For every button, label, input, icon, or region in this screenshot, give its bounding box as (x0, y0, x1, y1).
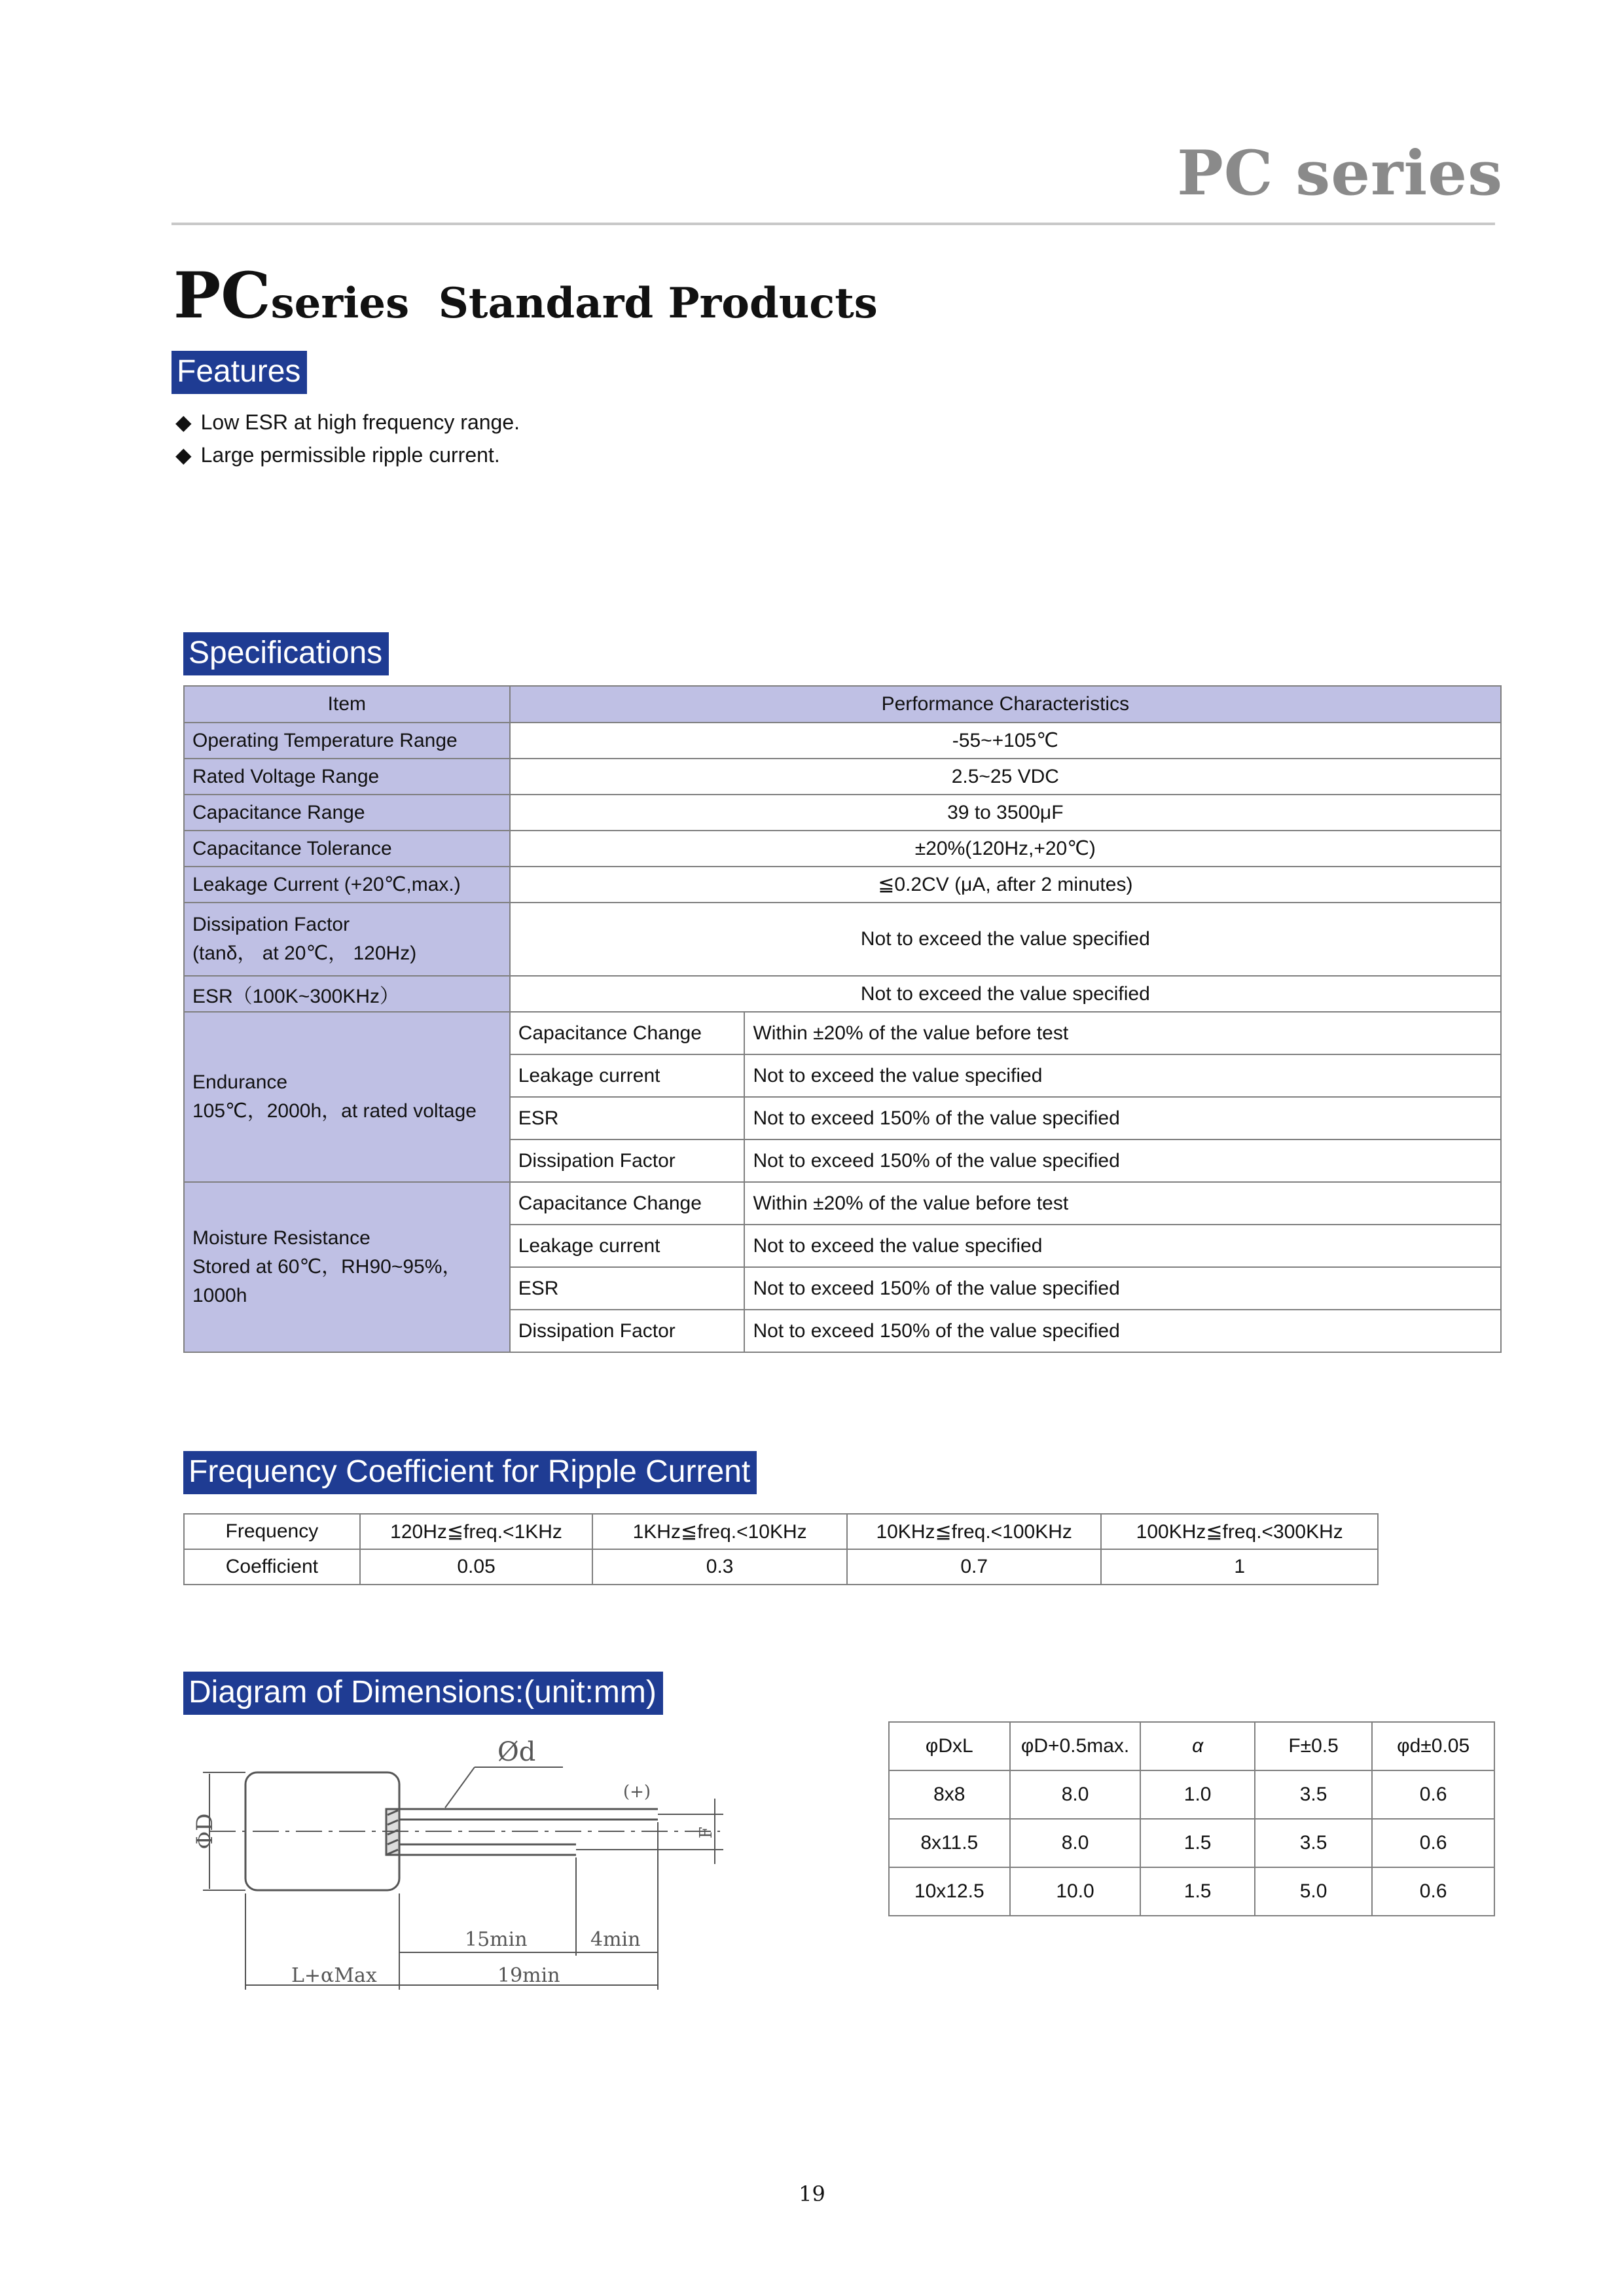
spec-header-performance: Performance Characteristics (510, 686, 1501, 723)
table-row: Dissipation Factor Not to exceed 150% of the value specified (184, 1310, 1501, 1352)
specifications-heading: Specifications (183, 632, 389, 675)
table-row: Rated Voltage Range 2.5~25 VDC (184, 759, 1501, 795)
table-row: ESR Not to exceed 150% of the value specified (184, 1097, 1501, 1139)
endurance-label: Endurance 105℃，2000h，at rated voltage (184, 1012, 510, 1182)
page-number: 19 (799, 2181, 825, 2206)
lead-19min-label: 19min (497, 1964, 560, 1987)
table-row: Capacitance Range 39 to 3500μF (184, 795, 1501, 831)
dissipation-factor-label: Dissipation Factor (tanδ， at 20℃， 120Hz) (184, 903, 510, 976)
table-row: Coefficient 0.05 0.3 0.7 1 (184, 1549, 1378, 1585)
document-title (173, 259, 878, 332)
dimension-diagram (183, 1733, 733, 2005)
table-row: Frequency 120Hz≦freq.<1KHz 1KHz≦freq.<10KHz 10KHz≦freq.<100KHz 100KHz≦freq.<300KHz (184, 1514, 1378, 1549)
body-diameter-label: ΦD (192, 1813, 218, 1850)
header-divider (171, 223, 1495, 225)
table-row: Operating Temperature Range -55~+105℃ (184, 723, 1501, 759)
diamond-bullet-icon: ◆ (175, 443, 192, 467)
series-header-title: PC series (1177, 137, 1503, 209)
diamond-bullet-icon: ◆ (175, 410, 192, 434)
lead-spacing-label: F (696, 1826, 716, 1839)
feature-item: ◆ Low ESR at high frequency range. (175, 410, 520, 434)
table-row: 10x12.5 10.0 1.5 5.0 0.6 (889, 1867, 1494, 1916)
table-row: 8x11.5 8.0 1.5 3.5 0.6 (889, 1819, 1494, 1867)
table-row: Capacitance Tolerance ±20%(120Hz,+20℃) (184, 831, 1501, 867)
table-row: ESR Not to exceed 150% of the value specified (184, 1267, 1501, 1310)
body-length-label: L+αMax (291, 1964, 377, 1987)
specifications-table (183, 685, 1502, 1353)
table-row: Endurance 105℃，2000h，at rated voltage Capacitance Change Within ±20% of the value before test (184, 1012, 1501, 1054)
table-row: Leakage current Not to exceed the value specified (184, 1225, 1501, 1267)
dimensions-table (888, 1721, 1495, 1916)
table-row: Leakage Current (+20℃,max.) ≦0.2CV (μA, after 2 minutes) (184, 867, 1501, 903)
table-row: Moisture Resistance Stored at 60℃，RH90~95%， 1000h Capacitance Change Within ±20% of the value before test (184, 1182, 1501, 1225)
frequency-heading: Frequency Coefficient for Ripple Current (183, 1451, 757, 1494)
lead-diameter-label: Ød (497, 1737, 536, 1767)
document-title-prefix: PC (173, 259, 271, 332)
feature-item: ◆ Large permissible ripple current. (175, 443, 500, 467)
lead-15min-label: 15min (465, 1928, 528, 1951)
table-header-row: φDxL φD+0.5max. α F±0.5 φd±0.05 (889, 1722, 1494, 1770)
table-row: 8x8 8.0 1.0 3.5 0.6 (889, 1770, 1494, 1819)
positive-mark-label: (+) (623, 1782, 651, 1802)
table-row: Dissipation Factor Not to exceed 150% of the value specified (184, 1139, 1501, 1182)
table-row: ESR（100K~300KHz） Not to exceed the value specified (184, 976, 1501, 1012)
document-title-rest: series Standard Products (270, 279, 878, 328)
table-row: Leakage current Not to exceed the value specified (184, 1054, 1501, 1097)
dimensions-heading: Diagram of Dimensions:(unit:mm) (183, 1672, 663, 1715)
spec-header-item: Item (184, 686, 510, 723)
lead-4min-label: 4min (590, 1928, 641, 1951)
frequency-coefficient-table (183, 1513, 1379, 1585)
features-heading: Features (171, 351, 307, 394)
moisture-resistance-label: Moisture Resistance Stored at 60℃，RH90~95%， 1000h (184, 1182, 510, 1352)
table-row: Dissipation Factor (tanδ， at 20℃， 120Hz) Not to exceed the value specified (184, 903, 1501, 976)
